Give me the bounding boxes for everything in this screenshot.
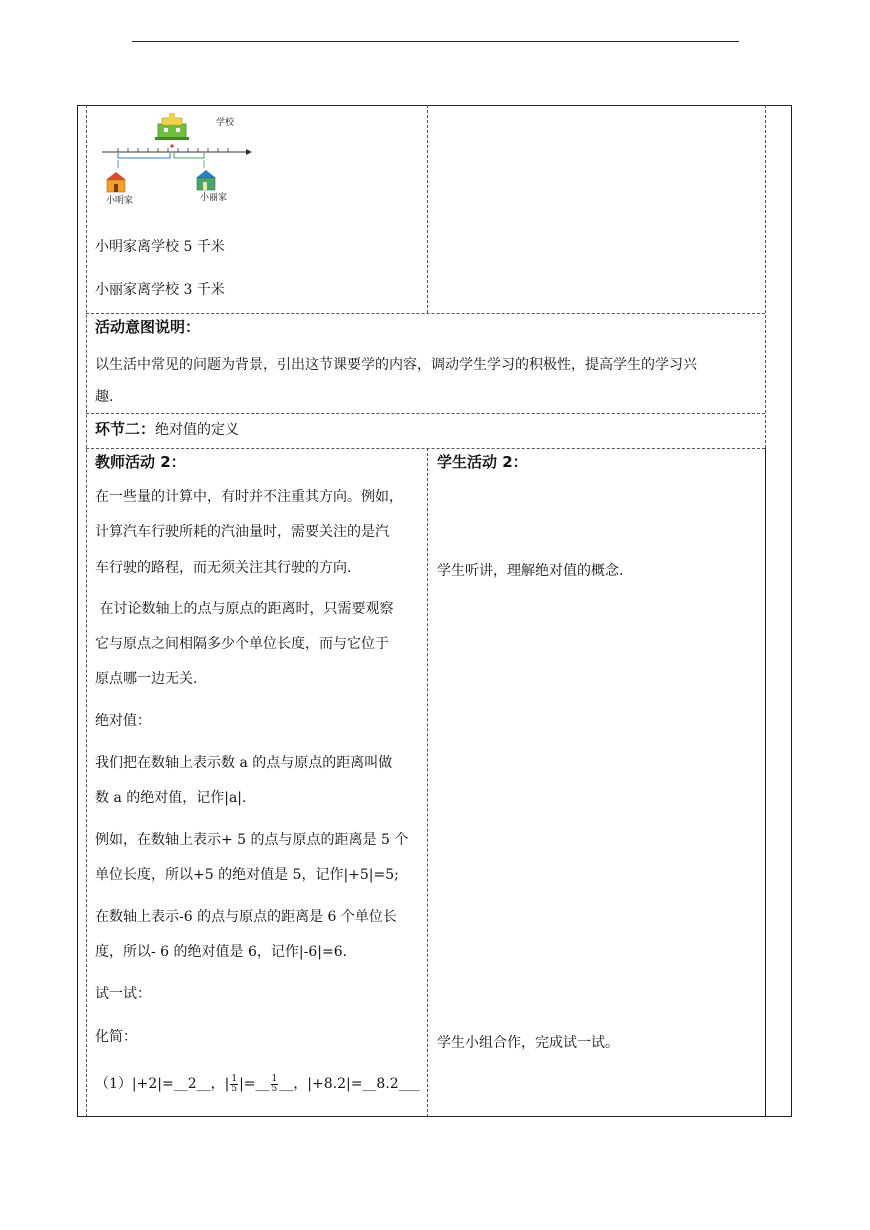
school-icon bbox=[155, 113, 189, 140]
right-inner-dash-top bbox=[765, 105, 766, 448]
example-2-line-1: 在数轴上表示-6 的点与原点的距离是 6 个单位长 bbox=[95, 909, 397, 925]
intro-line-2: 小丽家离学校 3 千米 bbox=[95, 282, 225, 298]
top-middle-dash bbox=[427, 105, 428, 313]
middle-dash bbox=[427, 448, 428, 1117]
section-2-heading: 环节二： bbox=[95, 420, 156, 438]
example-2-line-2: 度，所以- 6 的绝对值是 6，记作|-6|=6. bbox=[95, 944, 348, 960]
student-activity-heading: 学生活动 2： bbox=[437, 453, 528, 471]
definition-line-2: 数 a 的绝对值，记作|a|. bbox=[95, 790, 247, 806]
header-rule bbox=[132, 41, 739, 42]
teacher-activity-heading: 教师活动 2： bbox=[95, 453, 186, 471]
section-2-title-row bbox=[95, 419, 239, 440]
exercise-1-fraction bbox=[230, 1075, 238, 1094]
fraction-numerator: 1 bbox=[231, 1073, 238, 1084]
teacher-p1-line-2: 计算汽车行驶所耗的汽油量时，需要关注的是汽 bbox=[95, 524, 389, 540]
answer-denominator: 5 bbox=[271, 1083, 278, 1094]
right-inner-line bbox=[765, 448, 766, 1117]
intent-text-line-1: 以生活中常见的问题为背景，引出这节课要学的内容，调动学生学习的积极性，提高学生的学习兴 bbox=[95, 357, 697, 373]
row-sep-3 bbox=[86, 448, 765, 449]
student-text-1: 学生听讲，理解绝对值的概念. bbox=[437, 563, 624, 579]
row-sep-2 bbox=[86, 413, 765, 414]
section-2-title: 绝对值的定义 bbox=[155, 422, 240, 438]
teacher-p2-line-2: 它与原点之间相隔多少个单位长度，而与它位于 bbox=[95, 636, 389, 652]
exercise-1-prefix: （1）|+2|=__2__，| bbox=[95, 1076, 230, 1092]
teacher-p2-line-3: 原点哪一边无关. bbox=[95, 671, 198, 687]
exercise-1 bbox=[95, 1074, 420, 1094]
school-label: 学校 bbox=[216, 118, 235, 128]
definition-line-1: 我们把在数轴上表示数 a 的点与原点的距离叫做 bbox=[95, 755, 393, 771]
example-1-line-2: 单位长度，所以+5 的绝对值是 5，记作|+5|=5; bbox=[95, 867, 399, 883]
student-text-2: 学生小组合作，完成试一试。 bbox=[437, 1035, 619, 1051]
teacher-p1-line-3: 车行驶的路程，而无须关注其行驶的方向. bbox=[95, 560, 352, 576]
xiaoli-label: 小丽家 bbox=[200, 193, 228, 203]
xiaoli-house-icon bbox=[196, 170, 216, 190]
xiaoming-house-icon bbox=[106, 172, 126, 192]
try-label: 试一试： bbox=[95, 986, 151, 1002]
teacher-p1-line-1: 在一些量的计算中，有时并不注重其方向。例如， bbox=[95, 489, 403, 505]
simplify-label: 化简： bbox=[95, 1029, 137, 1045]
exercise-1-answer-fraction bbox=[271, 1075, 279, 1094]
number-line-diagram bbox=[96, 112, 256, 212]
xiaoming-label: 小明家 bbox=[106, 196, 134, 206]
intro-line-1: 小明家离学校 5 千米 bbox=[95, 239, 225, 255]
row-sep-1 bbox=[86, 313, 765, 314]
example-1-line-1: 例如，在数轴上表示+ 5 的点与原点的距离是 5 个 bbox=[95, 832, 409, 848]
answer-numerator: 1 bbox=[271, 1073, 278, 1084]
exercise-1-suffix: __，|+8.2|=__8.2___ bbox=[279, 1076, 420, 1092]
left-inner-dash bbox=[86, 105, 87, 1117]
abs-value-label: 绝对值： bbox=[95, 713, 151, 729]
fraction-denominator: 5 bbox=[231, 1083, 238, 1094]
exercise-1-mid: |=__ bbox=[239, 1076, 270, 1092]
teacher-p2-line-1: 在讨论数轴上的点与原点的距离时，只需要观察 bbox=[95, 601, 394, 617]
intent-text-line-2: 趣. bbox=[95, 389, 114, 405]
intent-heading: 活动意图说明： bbox=[95, 318, 201, 336]
